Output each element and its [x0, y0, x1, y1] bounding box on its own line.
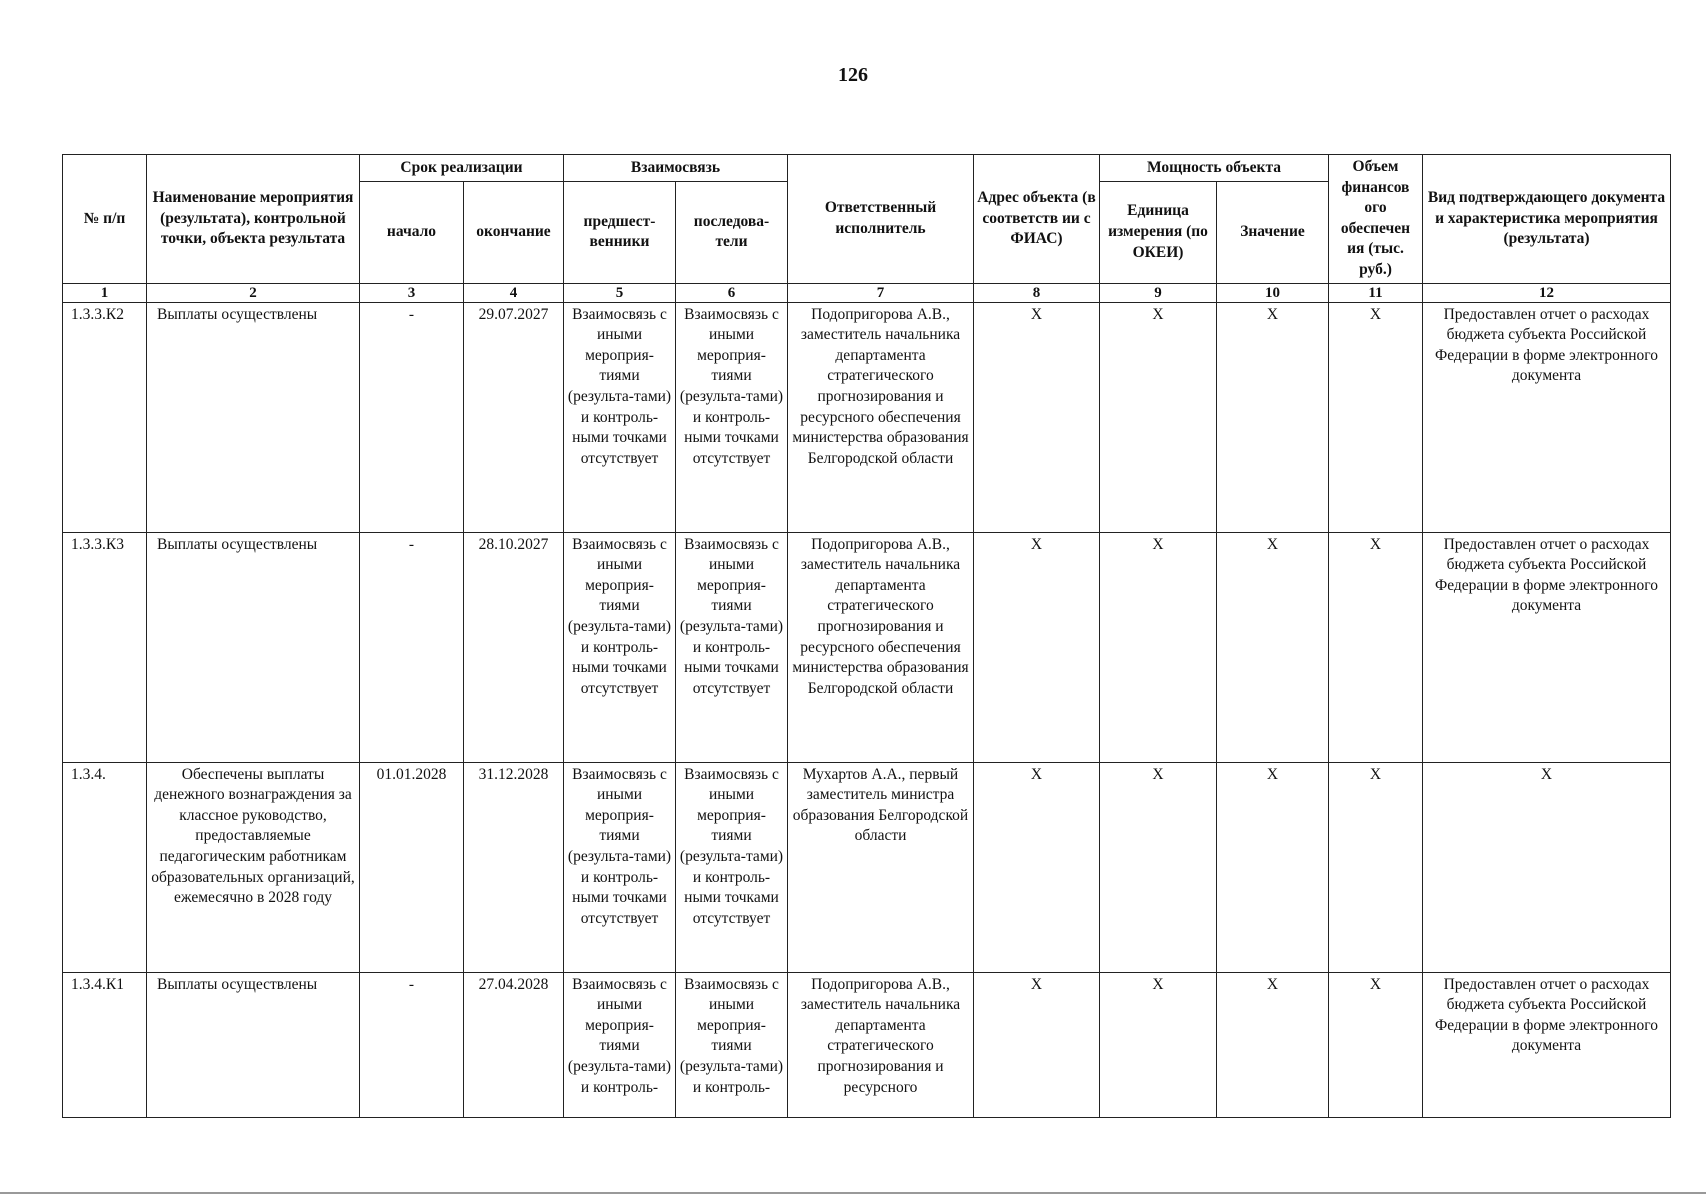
row-value: Х [1217, 762, 1329, 972]
row-finance: Х [1329, 302, 1423, 532]
column-number: 5 [564, 283, 676, 302]
row-unit: Х [1100, 972, 1217, 1117]
column-number: 10 [1217, 283, 1329, 302]
row-value: Х [1217, 972, 1329, 1117]
row-prev: Взаимосвязь с иными мероприя-тиями (результа-тами) и контроль-ными точками отсутствует [564, 762, 676, 972]
row-next: Взаимосвязь с иными мероприя-тиями (результа-тами) и контроль-ными точками отсутствует [676, 532, 788, 762]
header-term-start: начало [360, 181, 464, 283]
row-number: 1.3.4.К1 [63, 972, 147, 1117]
row-responsible: Подопригорова А.В., заместитель начальника департамента стратегического прогнозирования и ресурсного обеспечения министерства образования Белгородской области [788, 532, 974, 762]
row-finance: Х [1329, 532, 1423, 762]
plan-table-container [62, 154, 1670, 1118]
row-next: Взаимосвязь с иными мероприя-тиями (результа-тами) и контроль- [676, 972, 788, 1117]
header-link-prev: предшест-венники [564, 181, 676, 283]
row-responsible: Подопригорова А.В., заместитель начальника департамента стратегического прогнозирования и ресурсного обеспечения министерства образования Белгородской области [788, 302, 974, 532]
column-number: 2 [147, 283, 360, 302]
row-doc: Предоставлен отчет о расходах бюджета субъекта Российской Федерации в форме электронного документа [1423, 972, 1671, 1117]
row-name: Обеспечены выплаты денежного вознаграждения за классное руководство, предоставляемые педагогическим работникам образовательных организаций, ежемесячно в 2028 году [147, 762, 360, 972]
row-doc: Х [1423, 762, 1671, 972]
column-numbers-row [63, 283, 1671, 302]
header-responsible: Ответственный исполнитель [788, 155, 974, 284]
column-number: 7 [788, 283, 974, 302]
header-term: Срок реализации [360, 155, 564, 182]
row-end: 28.10.2027 [464, 532, 564, 762]
row-prev: Взаимосвязь с иными мероприя-тиями (результа-тами) и контроль-ными точками отсутствует [564, 302, 676, 532]
header-term-end: окончание [464, 181, 564, 283]
row-number: 1.3.4. [63, 762, 147, 972]
row-end: 29.07.2027 [464, 302, 564, 532]
row-number: 1.3.3.К3 [63, 532, 147, 762]
row-value: Х [1217, 532, 1329, 762]
row-value: Х [1217, 302, 1329, 532]
row-address: Х [974, 302, 1100, 532]
page-number: 126 [838, 64, 868, 86]
row-unit: Х [1100, 762, 1217, 972]
column-number: 12 [1423, 283, 1671, 302]
header-num: № п/п [63, 155, 147, 284]
table-row [63, 532, 1671, 762]
header-unit: Единица измерения (по ОКЕИ) [1100, 181, 1217, 283]
column-number: 3 [360, 283, 464, 302]
row-address: Х [974, 532, 1100, 762]
row-next: Взаимосвязь с иными мероприя-тиями (результа-тами) и контроль-ными точками отсутствует [676, 762, 788, 972]
row-start: - [360, 302, 464, 532]
row-responsible: Мухартов А.А., первый заместитель министра образования Белгородской области [788, 762, 974, 972]
header-address: Адрес объекта (в соответств ии с ФИАС) [974, 155, 1100, 284]
row-end: 27.04.2028 [464, 972, 564, 1117]
column-number: 9 [1100, 283, 1217, 302]
row-doc: Предоставлен отчет о расходах бюджета субъекта Российской Федерации в форме электронного документа [1423, 532, 1671, 762]
row-prev: Взаимосвязь с иными мероприя-тиями (результа-тами) и контроль- [564, 972, 676, 1117]
table-row [63, 302, 1671, 532]
row-unit: Х [1100, 302, 1217, 532]
row-prev: Взаимосвязь с иными мероприя-тиями (результа-тами) и контроль-ными точками отсутствует [564, 532, 676, 762]
row-doc: Предоставлен отчет о расходах бюджета субъекта Российской Федерации в форме электронного документа [1423, 302, 1671, 532]
row-next: Взаимосвязь с иными мероприя-тиями (результа-тами) и контроль-ными точками отсутствует [676, 302, 788, 532]
row-unit: Х [1100, 532, 1217, 762]
column-number: 6 [676, 283, 788, 302]
header-link-next: последова-тели [676, 181, 788, 283]
row-finance: Х [1329, 762, 1423, 972]
column-number: 8 [974, 283, 1100, 302]
column-number: 11 [1329, 283, 1423, 302]
row-name: Выплаты осуществлены [147, 302, 360, 532]
row-start: - [360, 972, 464, 1117]
table-row [63, 762, 1671, 972]
column-number: 4 [464, 283, 564, 302]
row-start: - [360, 532, 464, 762]
row-end: 31.12.2028 [464, 762, 564, 972]
header-value: Значение [1217, 181, 1329, 283]
row-responsible: Подопригорова А.В., заместитель начальника департамента стратегического прогнозирования и ресурсного [788, 972, 974, 1117]
row-name: Выплаты осуществлены [147, 972, 360, 1117]
header-capacity: Мощность объекта [1100, 155, 1329, 182]
header-link: Взаимосвязь [564, 155, 788, 182]
row-start: 01.01.2028 [360, 762, 464, 972]
row-address: Х [974, 972, 1100, 1117]
header-doc: Вид подтверждающего документа и характеристика мероприятия (результата) [1423, 155, 1671, 284]
row-name: Выплаты осуществлены [147, 532, 360, 762]
header-name: Наименование мероприятия (результата), контрольной точки, объекта результата [147, 155, 360, 284]
row-number: 1.3.3.К2 [63, 302, 147, 532]
row-finance: Х [1329, 972, 1423, 1117]
table-row [63, 972, 1671, 1117]
header-finance: Объем финансов ого обеспечен ия (тыс. руб.) [1329, 155, 1423, 284]
scan-edge-line [0, 1192, 1706, 1194]
row-address: Х [974, 762, 1100, 972]
column-number: 1 [63, 283, 147, 302]
plan-table [62, 154, 1671, 1118]
